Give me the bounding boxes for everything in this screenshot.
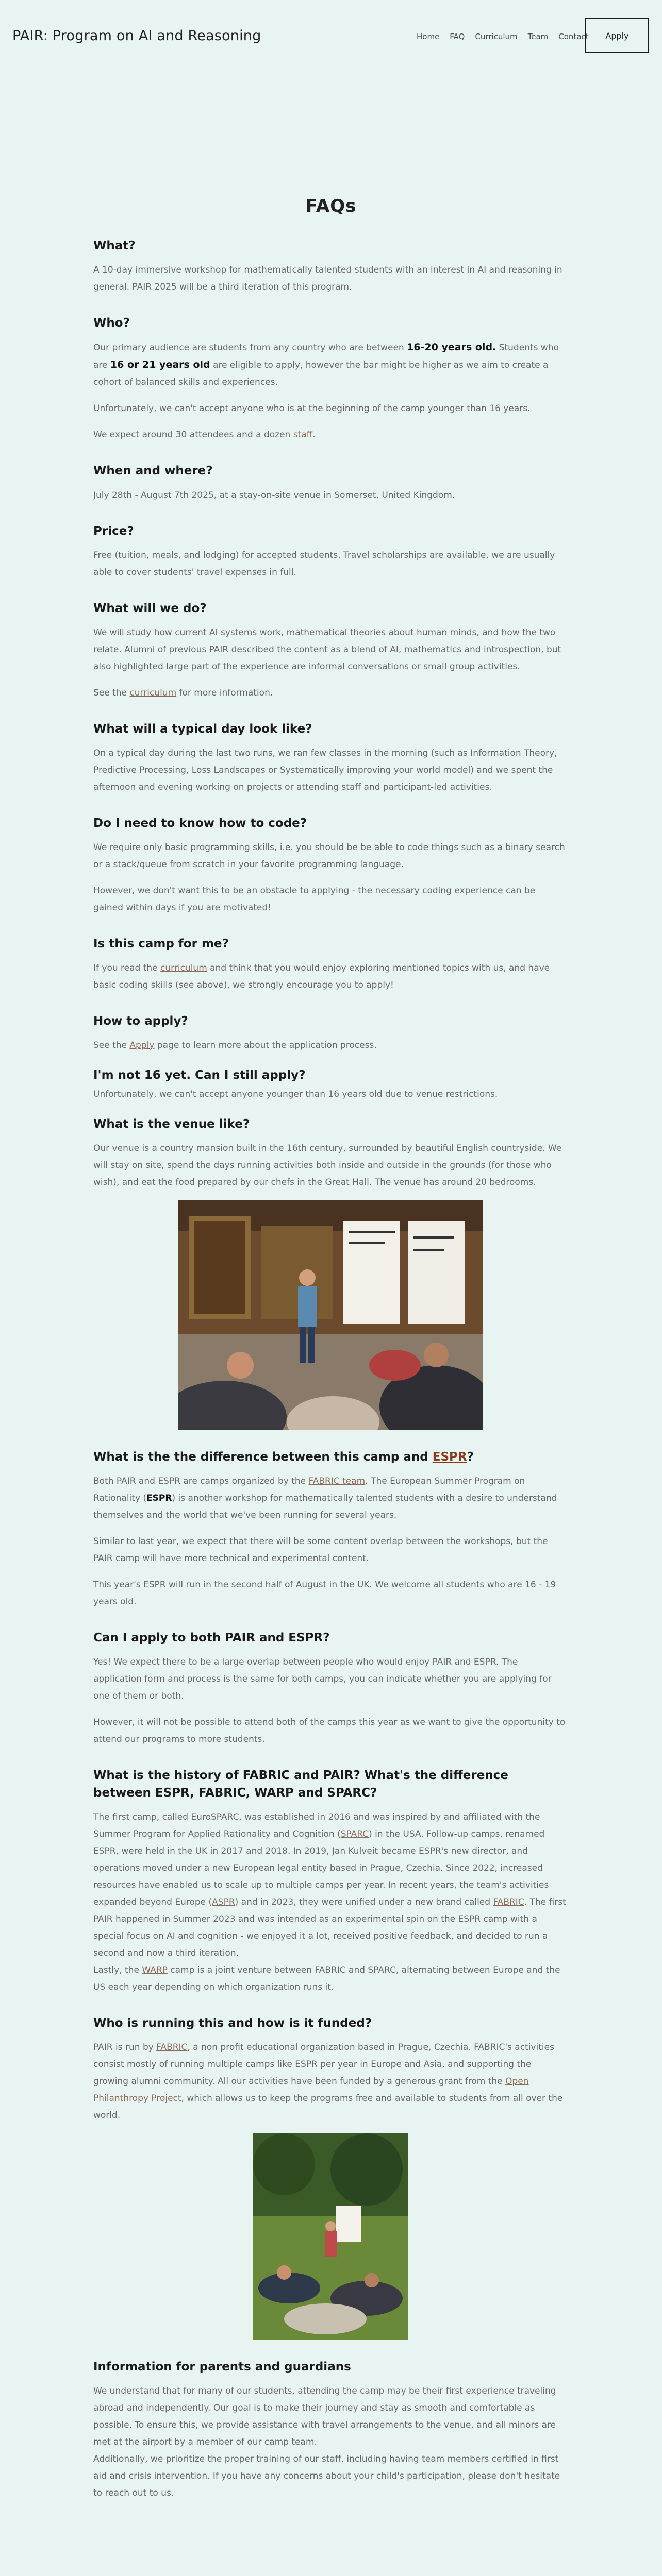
age-edge-bold: 16 or 21 years old bbox=[110, 359, 210, 370]
faq-answer-both-2: However, it will not be possible to attend both of the camps this year as we want to give the opportunity to attend our programs to more students. bbox=[93, 1717, 566, 1744]
faq-question-who: Who? bbox=[93, 316, 130, 330]
text: ) in the USA. Follow-up camps, renamed ESPR, were held in the UK in 2017 and 2018. In 2019, Jan Kulveit became ESPR's new director, and operations moved under a new European legal entity based in Prague, Czechia. Since 2022, increased resources have enabled us to scale up to multiple camps per year. In recent years, the team's activities expanded beyond Europe ( bbox=[93, 1829, 549, 1907]
faq-answer-espr-3: This year's ESPR will run in the second half of August in the UK. We welcome all students who are 16 - 19 years old. bbox=[93, 1580, 556, 1607]
faq-answer-who-3 bbox=[93, 427, 568, 444]
faq-question-history: What is the history of FABRIC and PAIR? What's the difference between ESPR, FABRIC, WARP and SPARC? bbox=[93, 1769, 508, 1800]
site-title[interactable]: PAIR: Program on AI and Reasoning bbox=[12, 28, 261, 44]
faq-answer-who-1 bbox=[93, 339, 568, 391]
staff-link[interactable]: staff bbox=[293, 430, 313, 440]
nav-team[interactable]: Team bbox=[527, 32, 549, 41]
faq-question-forme: Is this camp for me? bbox=[93, 937, 229, 951]
faq-question-what: What? bbox=[93, 239, 136, 252]
text: , a non profit educational organization based in Prague, Czechia. FABRIC's activities consist mostly of running multiple camps like ESPR per year in Europe and Asia, and supporting the growing alumni community. All our activities have been funded by a generous grant from the bbox=[93, 2042, 554, 2087]
faq-answer-espr-1 bbox=[93, 1473, 568, 1524]
text: Both PAIR and ESPR are camps organized by the bbox=[93, 1476, 309, 1486]
classroom-photo-illustration bbox=[178, 1200, 483, 1430]
text: See the bbox=[93, 1040, 130, 1050]
nav-contact[interactable]: Contact bbox=[558, 32, 589, 41]
text: . bbox=[312, 430, 316, 440]
text: ) and in 2023, they were unified under a new brand called bbox=[235, 1897, 493, 1907]
text: . The first PAIR happened in Summer 2023 and was intended as an experimental spin on the ESPR camp with a special focus on AI and cognition - we enjoyed it a lot, received positive feedback, and decided to run a second and now a third iteration. bbox=[93, 1897, 566, 1958]
text: , which allows us to keep the programs free and available to students from all over the world. bbox=[93, 2093, 563, 2121]
fabric-link[interactable]: FABRIC bbox=[493, 1897, 524, 1907]
sparc-link[interactable]: SPARC bbox=[340, 1829, 369, 1839]
fabric-team-link[interactable]: FABRIC team bbox=[308, 1476, 366, 1486]
warp-link[interactable]: WARP bbox=[142, 1965, 168, 1975]
main-nav bbox=[417, 32, 589, 41]
apply-link[interactable]: Apply bbox=[129, 1040, 155, 1050]
faq-answer-day: On a typical day during the last two runs, we ran few classes in the morning (such as Information Theory, Predictive Processing, Loss Landscapes or Systematically improving your world model) and we spent the afternoon and evening working on projects or attending staff and participant-led activities. bbox=[93, 748, 557, 792]
nav-faq[interactable]: FAQ bbox=[450, 32, 465, 41]
text: The first camp, called EuroSPARC, was established in 2016 and was inspired by and affiliated with the Summer Program for Applied Rationality and Cognition ( bbox=[93, 1812, 540, 1839]
curriculum-link-2[interactable]: curriculum bbox=[160, 963, 207, 973]
faq-answer-howapply bbox=[93, 1037, 568, 1054]
text: Students who are bbox=[93, 343, 559, 370]
outdoor-photo bbox=[253, 2133, 408, 2340]
curriculum-link[interactable]: curriculum bbox=[129, 688, 177, 698]
text: See the bbox=[93, 688, 130, 698]
faq-answer-who-2: Unfortunately, we can't accept anyone who is at the beginning of the camp younger than 16 years. bbox=[93, 403, 531, 414]
text: for more information. bbox=[176, 688, 273, 698]
faq-answer-history-1 bbox=[93, 1809, 568, 1962]
faq-content bbox=[93, 237, 568, 2511]
text: PAIR is run by bbox=[93, 2042, 157, 2053]
site-header bbox=[0, 0, 662, 72]
faq-question-do: What will we do? bbox=[93, 602, 207, 615]
classroom-photo bbox=[178, 1200, 483, 1430]
faq-question-fund: Who is running this and how is it funded? bbox=[93, 2016, 372, 2030]
faq-answer-parents-2: Additionally, we prioritize the proper training of our staff, including having team members certified in first aid and crisis intervention. If you have any concerns about your child's participation, please don't hesitate to reach out to us. bbox=[93, 2454, 560, 2498]
faq-answer-price: Free (tuition, meals, and lodging) for accepted students. Travel scholarships are available, we are usually able to cover students' travel expenses in full. bbox=[93, 550, 555, 578]
faq-answer-fund bbox=[93, 2039, 568, 2124]
text: ) is another workshop for mathematically talented students with a desire to understand themselves and the world that we've been running for several years. bbox=[93, 1493, 557, 1520]
page-title: FAQs bbox=[305, 196, 357, 216]
faq-answer-forme bbox=[93, 960, 568, 994]
faq-question-espr bbox=[93, 1448, 568, 1466]
faq-answer-both-1: Yes! We expect there to be a large overlap between people who would enjoy PAIR and ESPR. The application form and process is the same for both camps, you can indicate whether you are applying for one of them or both. bbox=[93, 1657, 552, 1701]
faq-question-price: Price? bbox=[93, 524, 134, 538]
text: . The European Summer Program on Rationality ( bbox=[93, 1476, 525, 1503]
faq-answer-do-2 bbox=[93, 685, 568, 702]
faq-question-venue: What is the venue like? bbox=[93, 1117, 250, 1131]
fabric-link-2[interactable]: FABRIC bbox=[156, 2042, 188, 2053]
faq-answer-when: July 28th - August 7th 2025, at a stay-on-site venue in Somerset, United Kingdom. bbox=[93, 490, 455, 500]
espr-link[interactable]: ESPR bbox=[432, 1450, 467, 1464]
faq-question-code: Do I need to know how to code? bbox=[93, 817, 307, 830]
faq-question-not16: I'm not 16 yet. Can I still apply? bbox=[93, 1069, 306, 1082]
faq-answer-espr-2: Similar to last year, we expect that there will be some content overlap between the workshops, but the PAIR camp will have more technical and experimental content. bbox=[93, 1536, 548, 1564]
nav-curriculum[interactable]: Curriculum bbox=[475, 32, 518, 41]
espr-bold: ESPR bbox=[146, 1493, 172, 1503]
text: camp is a joint venture between FABRIC and SPARC, alternating between Europe and the US each year depending on which organization runs it. bbox=[93, 1965, 560, 1992]
text: page to learn more about the application process. bbox=[154, 1040, 377, 1050]
faq-question-day: What will a typical day look like? bbox=[93, 722, 312, 736]
faq-question-howapply: How to apply? bbox=[93, 1014, 188, 1028]
text: We expect around 30 attendees and a dozen bbox=[93, 430, 293, 440]
faq-answer-venue: Our venue is a country mansion built in the 16th century, surrounded by beautiful English countryside. We will stay on site, spend the days running activities both inside and outside in the grounds (for those who wish), and eat the food prepared by our chefs in the Great Hall. The venue has around 20 bedrooms. bbox=[93, 1143, 562, 1188]
faq-answer-do-1: We will study how current AI systems work, mathematical theories about human minds, and how the two relate. Alumni of previous PAIR described the content as a blend of AI, mathematics and introspection, but also highlighted large part of the experience are informal conversations or small group activities. bbox=[93, 628, 561, 672]
age-range-bold: 16-20 years old. bbox=[407, 342, 496, 353]
faq-question-parents: Information for parents and guardians bbox=[93, 2360, 351, 2374]
faq-answer-code-2: However, we don't want this to be an obstacle to applying - the necessary coding experience can be gained within days if you are motivated! bbox=[93, 886, 536, 913]
nav-home[interactable]: Home bbox=[417, 32, 440, 41]
apply-button[interactable]: Apply bbox=[585, 18, 649, 53]
faq-answer-what: A 10-day immersive workshop for mathematically talented students with an interest in AI and reasoning in general. PAIR 2025 will be a third iteration of this program. bbox=[93, 265, 562, 292]
outdoor-photo-illustration bbox=[253, 2133, 408, 2340]
faq-answer-history-2 bbox=[93, 1962, 568, 1996]
text: What is the the difference between this camp and bbox=[93, 1450, 433, 1464]
aspr-link[interactable]: ASPR bbox=[212, 1897, 235, 1907]
faq-question-when: When and where? bbox=[93, 464, 213, 478]
faq-answer-code-1: We require only basic programming skills, i.e. you should be be able to code things such as a binary search or a stack/queue from scratch in your favorite programming language. bbox=[93, 842, 565, 870]
faq-answer-parents-1: We understand that for many of our students, attending the camp may be their first experience traveling abroad and independently. Our goal is to make their journey and stay as smooth and comfortable as possible. To ensure this, we provide assistance with travel arrangements to the venue, and all minors are met at the airport by a member of our camp team. bbox=[93, 2386, 556, 2447]
text: and think that you would enjoy exploring mentioned topics with us, and have basic coding skills (see above), we strongly encourage you to apply! bbox=[93, 963, 550, 990]
text: Our primary audience are students from any country who are between bbox=[93, 343, 407, 353]
text: Lastly, the bbox=[93, 1965, 142, 1975]
text: are eligible to apply, however the bar might be higher as we aim to create a cohort of balanced skills and experiences. bbox=[93, 360, 549, 387]
faq-question-both: Can I apply to both PAIR and ESPR? bbox=[93, 1631, 330, 1645]
text: If you read the bbox=[93, 963, 161, 973]
text: ? bbox=[467, 1450, 474, 1464]
faq-answer-not16: Unfortunately, we can't accept anyone younger than 16 years old due to venue restrictions. bbox=[93, 1089, 498, 1099]
open-philanthropy-link[interactable]: Open Philanthropy Project bbox=[93, 2076, 529, 2104]
